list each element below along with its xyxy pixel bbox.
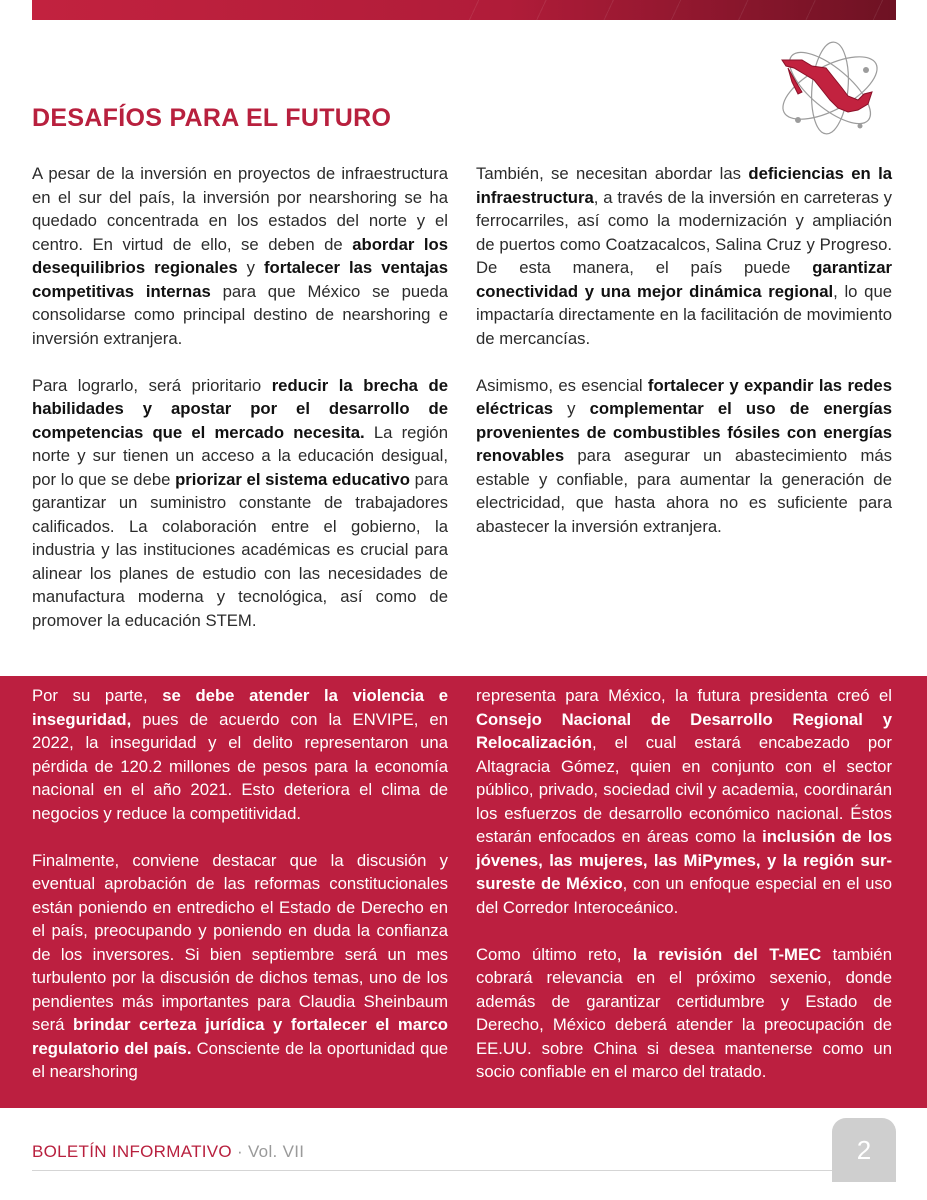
- highlight-panel: [0, 676, 927, 1108]
- right-column-bottom: [476, 684, 892, 1107]
- paragraph-redes-electricas: Asimismo, es esencial fortalecer y expandir las redes eléctricas y complementar el uso de energías provenientes de combustibles fósiles con energías renovables para asegurar un abastecimiento más estable y confiable, para aumentar la generación de electricidad, que hasta ahora no es suficiente para abastecer la inversión extranjera.: [476, 375, 892, 536]
- footer-separator: ·: [231, 1142, 248, 1161]
- footer-publication-label: [32, 1142, 304, 1162]
- paragraph-inseguridad: Por su parte, se debe atender la violencia e inseguridad, pues de acuerdo con la ENVIPE, en 2022, la inseguridad y el delito representaron una pérdida de 120.2 millones de pesos para la economía nacional en el año 2021. Esto deteriora el clima de negocios y reduce la competitividad.: [32, 686, 448, 823]
- paragraph-desequilibrios: A pesar de la inversión en proyectos de infraestructura en el sur del país, la inversión por nearshoring se ha quedado concentrada en los estados del norte y el centro. En virtud de ello, se deben de abordar los desequilibrios regionales y fortalecer las ventajas competitivas internas para que México se pueda consolidarse como principal destino de nearshoring e inversión extranjera.: [32, 164, 448, 348]
- paragraph-tmec: Como último reto, la revisión del T-MEC también cobrará relevancia en el próximo sexenio, donde además de garantizar certidumbre y Estado de Derecho, México deberá atender la preocupación de EE.UU. sobre China si desea mantenerse como un socio confiable en el marco del tratado.: [476, 944, 892, 1081]
- footer-title: BOLETÍN INFORMATIVO: [32, 1142, 232, 1161]
- right-column-top: [476, 162, 892, 562]
- footer-volume: Vol. VII: [247, 1142, 305, 1161]
- footer-divider: [32, 1170, 832, 1171]
- paragraph-reformas: Finalmente, conviene destacar que la discusión y eventual aprobación de las reformas constitucionales están poniendo en entredicho el Estado de Derecho en el país, preocupando y poniendo en duda la confianza de los inversores. Si bien septiembre será un mes turbulento por la discusión de dichos temas, uno de los pendientes más importantes para Claudia Sheinbaum será brindar certeza jurídica y fortalecer el marco regulatorio del país. Consciente de la oportunidad que el nearshoring: [32, 850, 448, 1081]
- mexico-map-logo-icon: [768, 30, 888, 142]
- paragraph-habilidades: Para lograrlo, será prioritario reducir la brecha de habilidades y apostar por el desarrollo de competencias que el mercado necesita. La región norte y sur tienen un acceso a la educación desigual, por lo que se debe priorizar el sistema educativo para garantizar un suministro constante de trabajadores calificados. La colaboración entre el gobierno, la industria y las instituciones académicas es crucial para alinear los planes de estudio con las necesidades de manufactura moderna y tecnológica, así como de promover la educación STEM.: [32, 375, 448, 630]
- page-number-badge: 2: [832, 1118, 896, 1182]
- paragraph-infraestructura: También, se necesitan abordar las deficiencias en la infraestructura, a través de la inversión en carreteras y ferrocarriles, así como la modernización y ampliación de puertos como Coatzacalcos, Salina Cruz y Progreso. De esta manera, el país puede garantizar conectividad y una mejor dinámica regional, lo que impactaría directamente en la facilitación de movimiento de mercancías.: [476, 164, 893, 348]
- header-band-texture: [412, 0, 912, 20]
- left-column-bottom: [32, 684, 448, 1107]
- paragraph-consejo-nacional: representa para México, la futura presidenta creó el Consejo Nacional de Desarrollo Regional y Relocalización, el cual estará encabezado por Altagracia Gómez, quien en conjunto con el sector público, privado, sociedad civil y academia, coordinarán los esfuerzos de desarrollo económico nacional. Éstos estarán enfocados en áreas como la inclusión de los jóvenes, las mujeres, las MiPymes, y la región sur-sureste de México, con un enfoque especial en el uso del Corredor Interoceánico.: [476, 686, 893, 917]
- section-title: DESAFÍOS PARA EL FUTURO: [32, 104, 392, 132]
- header-band: [32, 0, 896, 20]
- left-column-top: [32, 162, 448, 656]
